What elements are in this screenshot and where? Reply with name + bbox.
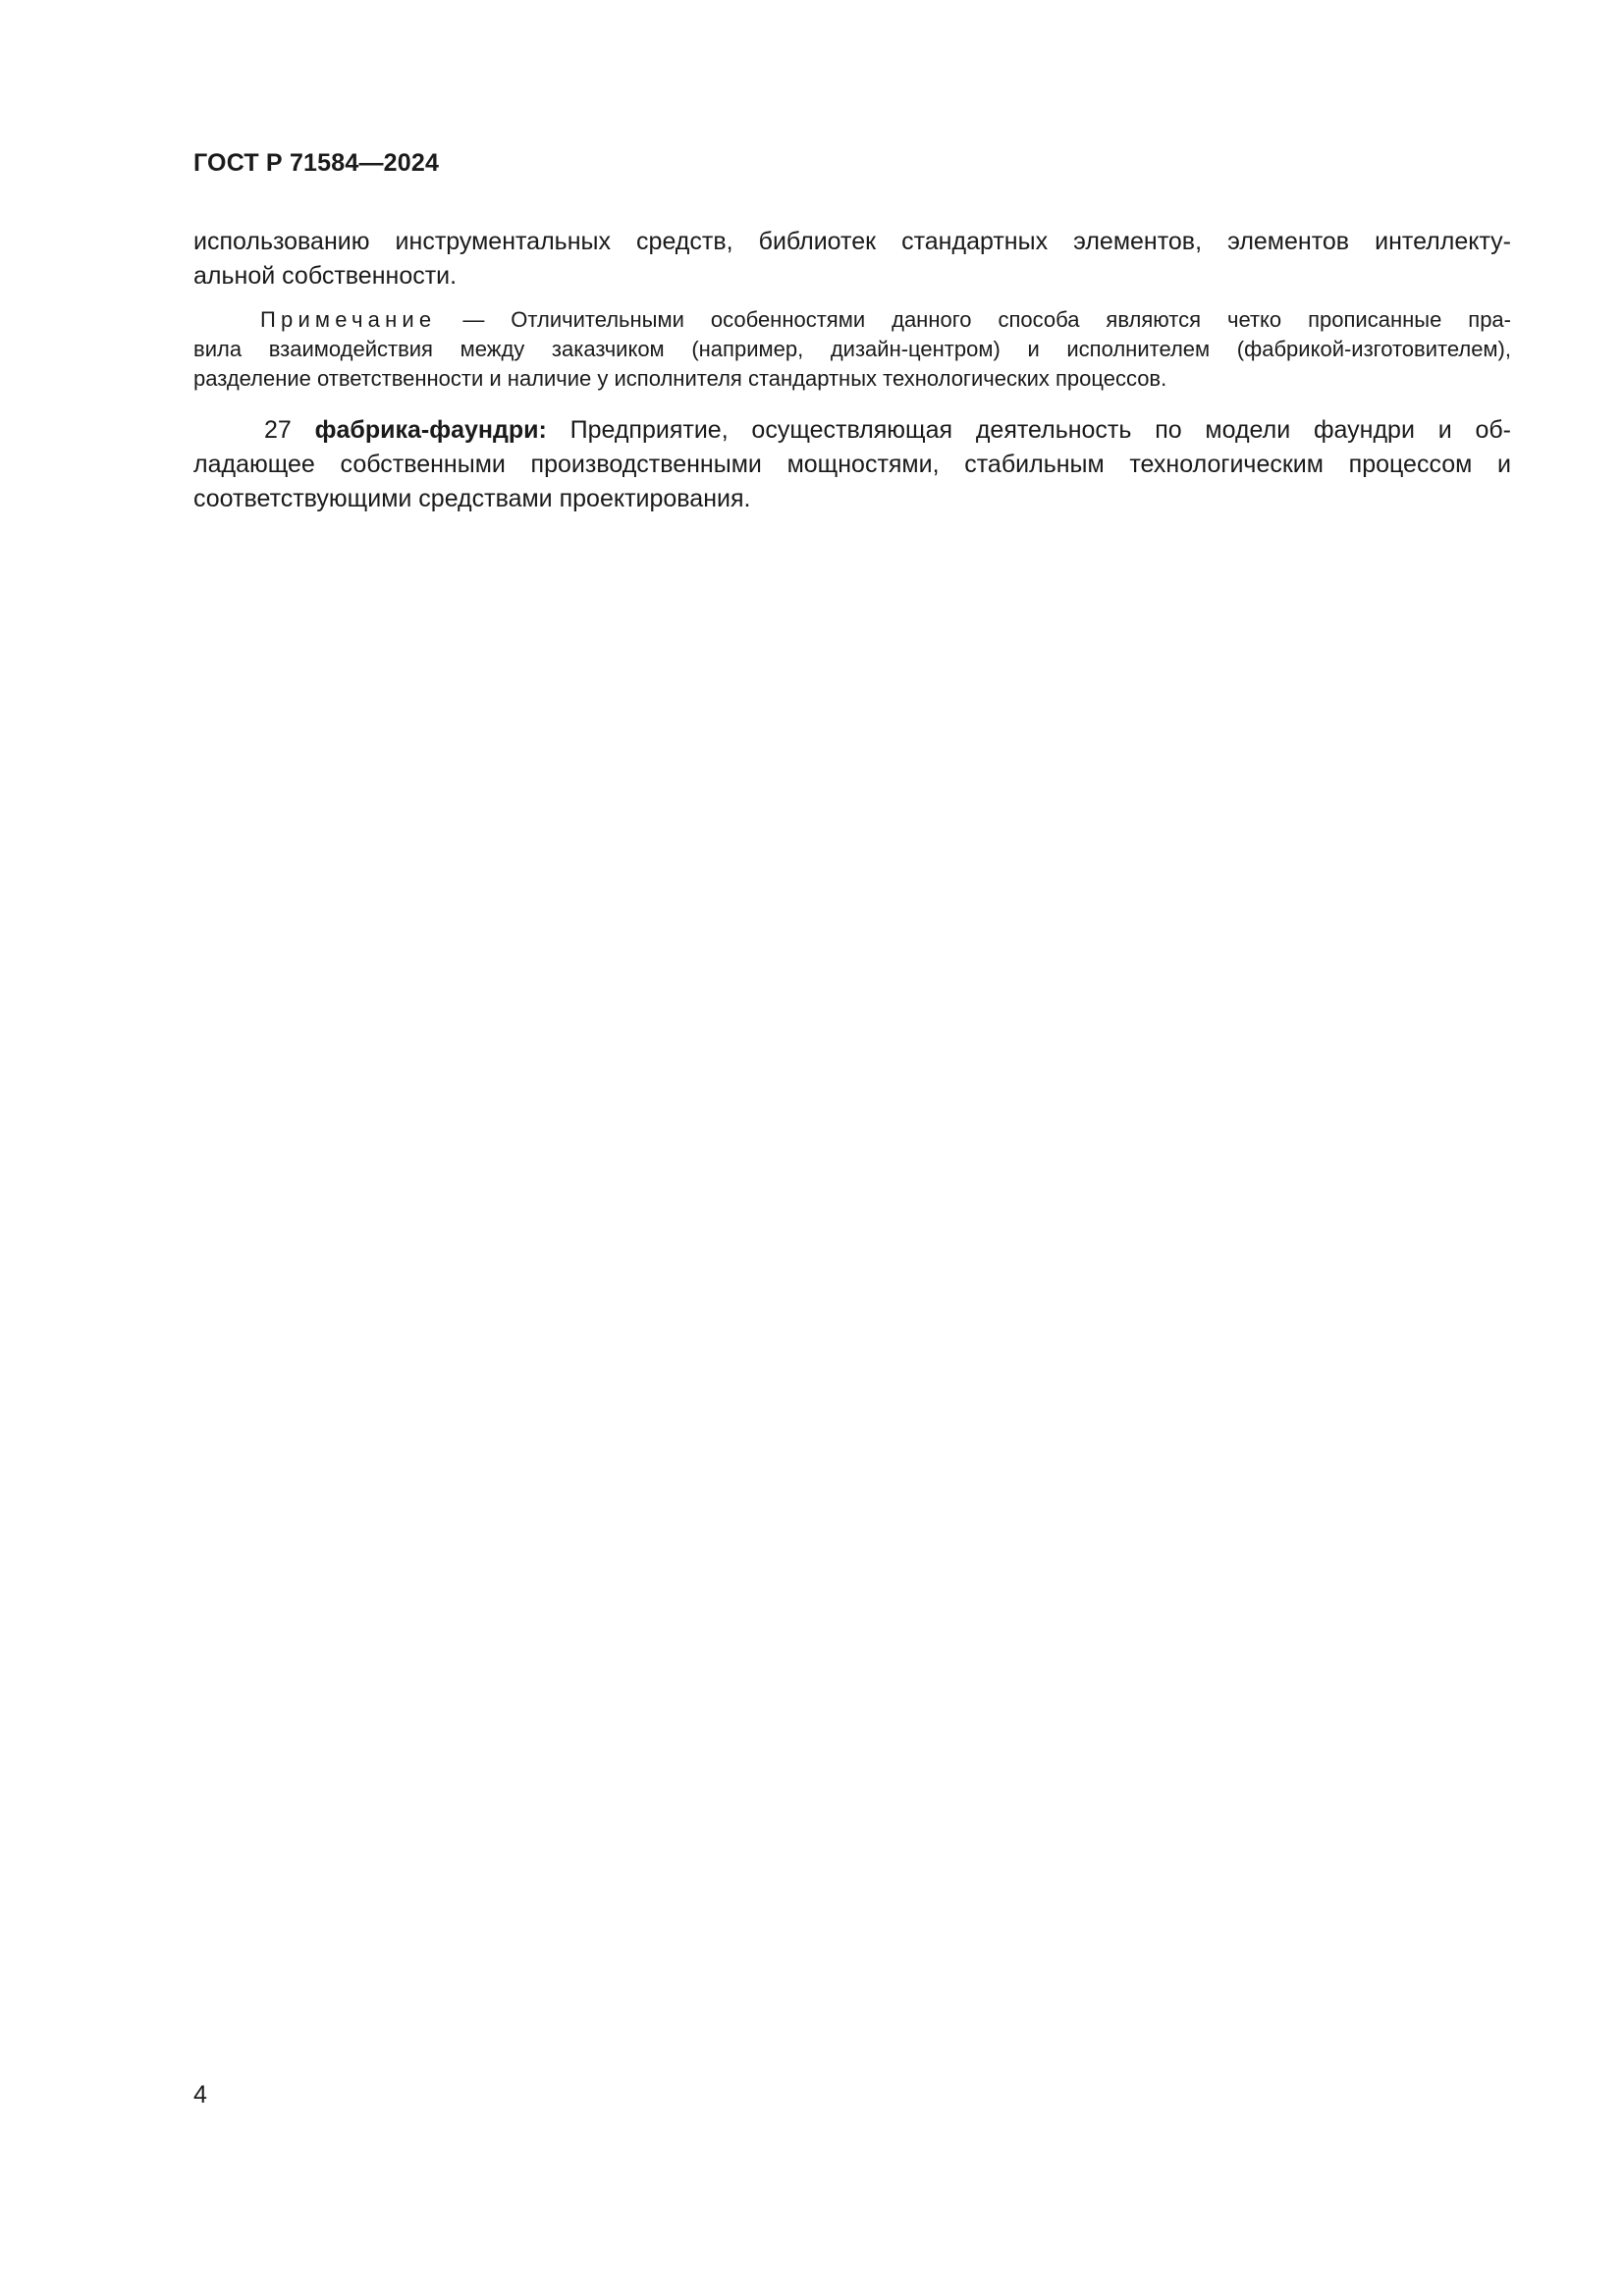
continuation-paragraph xyxy=(193,225,1511,294)
term-27-line-3: соответствующими средствами проектирования. xyxy=(193,485,751,512)
page-number: 4 xyxy=(193,2081,207,2109)
note-line-1-text: — Отличительными особенностями данного способа являются четко прописанные пра- xyxy=(436,307,1511,332)
term-number: 27 xyxy=(264,416,292,444)
continuation-line-2: альной собственности. xyxy=(193,262,458,290)
term-name: фабрика-фаундри: xyxy=(314,416,547,444)
term-definition-start: Предприятие, осуществляющая деятельность по модели фаундри и об- xyxy=(546,416,1511,444)
term-27-line-2: ладающее собственными производственными мощностями, стабильным технологическим процессом и xyxy=(193,451,1511,478)
note-line-1 xyxy=(193,305,1511,335)
note-label: Примечание xyxy=(260,307,437,332)
note-line-3: разделение ответственности и наличие у исполнителя стандартных технологических процессов. xyxy=(193,366,1167,391)
continuation-line-1: использованию инструментальных средств, библиотек стандартных элементов, элементов интеллекту- xyxy=(193,228,1511,255)
note-line-2: вила взаимодействия между заказчиком (например, дизайн-центром) и исполнителем (фабрикой-изготовителем), xyxy=(193,337,1511,361)
term-27-paragraph xyxy=(193,413,1511,516)
term-27-line-1 xyxy=(193,413,1511,448)
note-block xyxy=(193,305,1511,394)
standard-header: ГОСТ Р 71584—2024 xyxy=(193,149,440,177)
